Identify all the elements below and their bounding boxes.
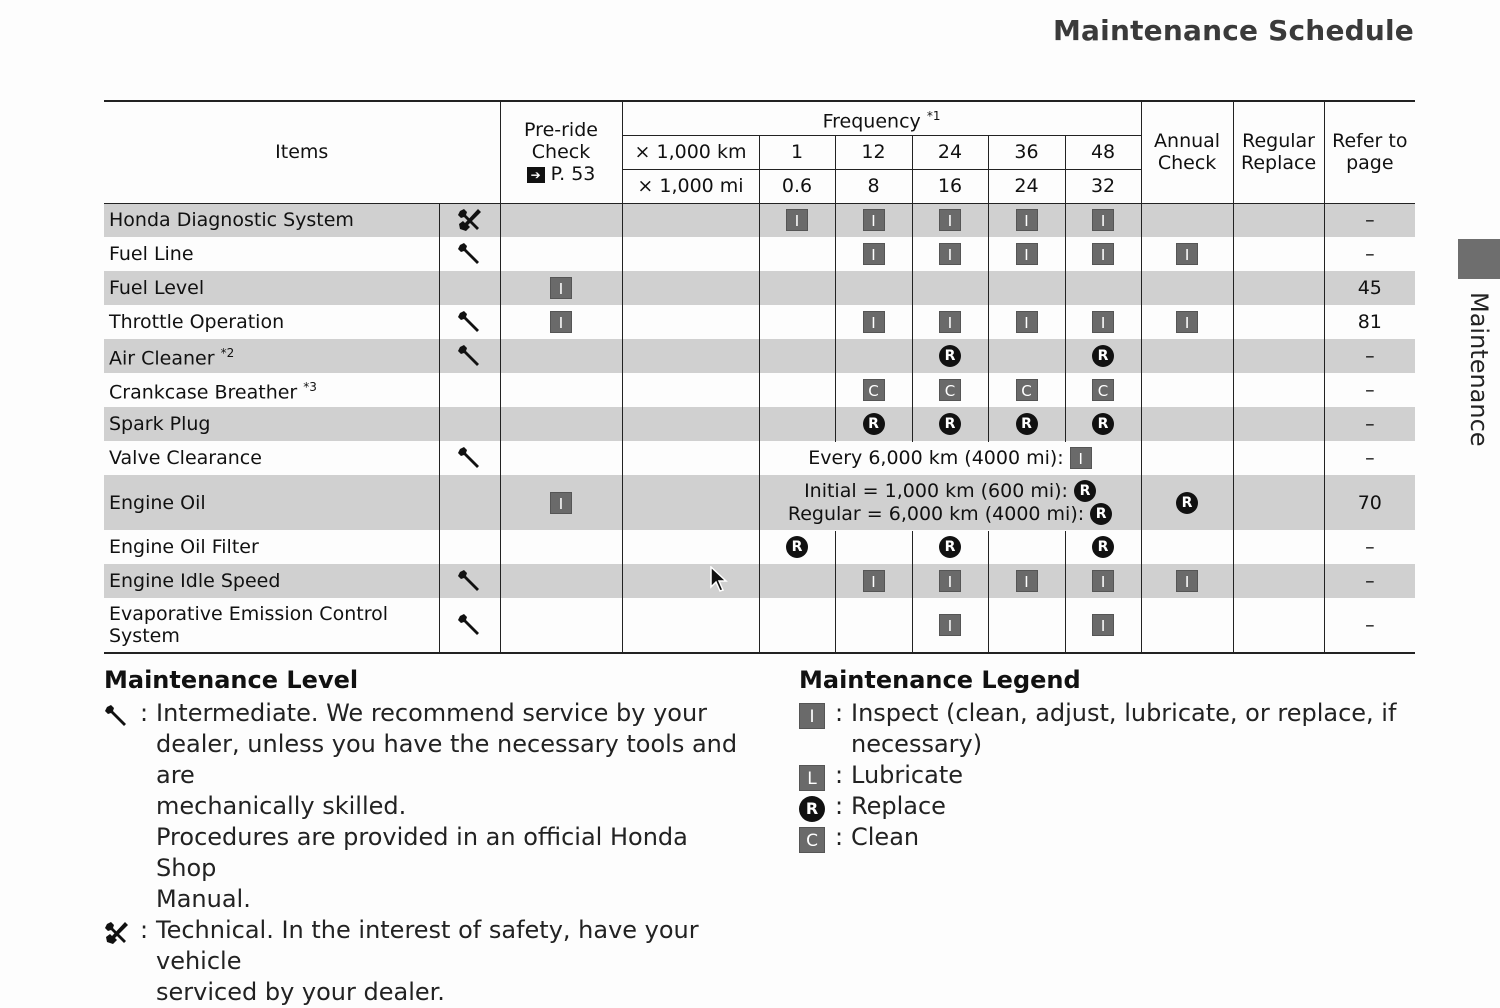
inspect-mark: I	[939, 311, 961, 333]
item-name: Spark Plug	[104, 407, 439, 441]
frequency-cell	[988, 237, 1065, 271]
frequency-cell	[759, 271, 835, 305]
frequency-cell	[1065, 530, 1141, 564]
items-header: Items	[104, 101, 500, 203]
unit-blank-cell	[622, 407, 759, 441]
section-label: Maintenance	[1465, 292, 1493, 447]
frequency-cell	[835, 339, 912, 373]
annual-check-cell	[1141, 598, 1233, 653]
regular-replace-cell	[1233, 339, 1324, 373]
preride-cell	[500, 237, 622, 271]
regular-replace-cell	[1233, 203, 1324, 237]
replace-mark: R	[939, 536, 961, 558]
page-title: Maintenance Schedule	[1052, 14, 1414, 47]
item-name: Fuel Level	[104, 271, 439, 305]
wrench-icon	[457, 311, 483, 333]
preride-cell	[500, 530, 622, 564]
inspect-mark: I	[550, 277, 572, 299]
replace-mark: R	[939, 413, 961, 435]
refer-page-cell[interactable]: –	[1324, 203, 1415, 237]
annual-check-cell	[1141, 271, 1233, 305]
mi-value: 24	[988, 169, 1065, 203]
mouse-pointer-icon	[710, 566, 730, 594]
refer-page-header: Refer to page	[1324, 101, 1415, 203]
replace-mark: R	[1092, 413, 1114, 435]
technical-level-entry: : Technical. In the interest of safety, have your vehicle serviced by your dealer.	[104, 915, 744, 1008]
frequency-cell	[988, 339, 1065, 373]
table-row	[104, 530, 1415, 564]
frequency-header: Frequency $^{*1}$	[622, 101, 1141, 135]
frequency-cell	[759, 339, 835, 373]
unit-blank-cell	[622, 305, 759, 339]
regular-replace-cell	[1233, 271, 1324, 305]
preride-cell	[500, 271, 622, 305]
regular-replace-cell	[1233, 475, 1324, 530]
table-row	[104, 203, 1415, 237]
frequency-cell	[1065, 407, 1141, 441]
refer-page-cell[interactable]: 81	[1324, 305, 1415, 339]
frequency-cell	[835, 305, 912, 339]
inspect-mark: I	[863, 311, 885, 333]
refer-page-cell[interactable]: –	[1324, 564, 1415, 598]
unit-blank-cell	[622, 598, 759, 653]
regular-replace-cell	[1233, 237, 1324, 271]
preride-cell	[500, 475, 622, 530]
annual-check-cell	[1141, 407, 1233, 441]
maintenance-level-cell	[439, 598, 500, 653]
mi-value: 32	[1065, 169, 1141, 203]
inspect-mark: I	[1092, 209, 1114, 231]
preride-cell	[500, 598, 622, 653]
clean-mark: C	[1092, 379, 1114, 401]
unit-blank-cell	[622, 237, 759, 271]
frequency-cell	[912, 373, 988, 407]
preride-cell	[500, 339, 622, 373]
inspect-mark: I	[1016, 243, 1038, 265]
inspect-mark: I	[1092, 570, 1114, 592]
km-value: 1	[759, 135, 835, 169]
replace-mark: R	[786, 536, 808, 558]
maintenance-schedule-table	[104, 100, 1415, 654]
frequency-cell	[912, 530, 988, 564]
intermediate-level-entry: : Intermediate. We recommend service by your dealer, unless you have the necessary tools and are mechanically skilled. Procedures are provided in an official Honda Shop Manual.	[104, 698, 744, 915]
km-value: 24	[912, 135, 988, 169]
preride-header: Pre-ride Check ➔ P. 53	[500, 101, 622, 203]
regular-replace-cell	[1233, 530, 1324, 564]
clean-mark: C	[863, 379, 885, 401]
mi-value: 16	[912, 169, 988, 203]
crossed-tools-icon	[104, 917, 130, 948]
maintenance-level-cell	[439, 305, 500, 339]
inspect-mark: I	[939, 209, 961, 231]
wrench-icon	[457, 243, 483, 265]
replace-mark: R	[1092, 536, 1114, 558]
maintenance-level-cell	[439, 373, 500, 407]
maintenance-level-cell	[439, 441, 500, 475]
annual-check-cell	[1141, 475, 1233, 530]
frequency-cell	[1065, 598, 1141, 653]
frequency-cell	[988, 530, 1065, 564]
regular-replace-cell	[1233, 564, 1324, 598]
annual-check-cell	[1141, 203, 1233, 237]
frequency-cell	[912, 598, 988, 653]
inspect-mark: I	[550, 311, 572, 333]
lubricate-icon: L	[799, 765, 825, 791]
replace-mark: R	[1090, 503, 1112, 525]
annual-check-cell	[1141, 530, 1233, 564]
inspect-mark: I	[550, 492, 572, 514]
legend-lubricate: L : Lubricate	[799, 760, 1399, 791]
frequency-cell	[835, 530, 912, 564]
table-row	[104, 441, 1415, 475]
frequency-cell	[759, 564, 835, 598]
frequency-cell	[835, 564, 912, 598]
maintenance-level-cell	[439, 339, 500, 373]
inspect-mark: I	[939, 614, 961, 636]
refer-page-cell[interactable]: –	[1324, 441, 1415, 475]
inspect-mark: I	[1092, 243, 1114, 265]
item-name: Valve Clearance	[104, 441, 439, 475]
regular-replace-cell	[1233, 373, 1324, 407]
frequency-cell	[759, 373, 835, 407]
item-name: Engine Oil Filter	[104, 530, 439, 564]
frequency-cell	[835, 407, 912, 441]
table-row	[104, 373, 1415, 407]
annual-check-cell	[1141, 564, 1233, 598]
frequency-cell	[912, 407, 988, 441]
refer-page-cell[interactable]: 45	[1324, 271, 1415, 305]
preride-cell	[500, 441, 622, 475]
unit-blank-cell	[622, 271, 759, 305]
frequency-cell	[912, 237, 988, 271]
inspect-mark: I	[1092, 614, 1114, 636]
km-value: 48	[1065, 135, 1141, 169]
frequency-cell	[912, 564, 988, 598]
inspect-mark: I	[939, 570, 961, 592]
item-name: Evaporative Emission Control System	[104, 598, 439, 653]
inspect-mark: I	[1092, 311, 1114, 333]
table-row	[104, 564, 1415, 598]
inspect-mark: I	[939, 243, 961, 265]
table-row	[104, 237, 1415, 271]
unit-blank-cell	[622, 475, 759, 530]
maintenance-level-section	[104, 666, 744, 1008]
frequency-cell	[759, 305, 835, 339]
frequency-cell	[835, 271, 912, 305]
mi-value: 0.6	[759, 169, 835, 203]
maintenance-legend-section	[799, 666, 1399, 853]
frequency-cell	[912, 305, 988, 339]
inspect-mark: I	[1176, 570, 1198, 592]
frequency-cell	[759, 407, 835, 441]
table-row	[104, 339, 1415, 373]
frequency-cell	[912, 203, 988, 237]
km-value: 36	[988, 135, 1065, 169]
clean-mark: C	[939, 379, 961, 401]
frequency-cell	[988, 305, 1065, 339]
frequency-cell	[988, 203, 1065, 237]
wrench-icon	[104, 700, 130, 731]
unit-blank-cell	[622, 203, 759, 237]
item-name: Crankcase Breather $^{*3}$	[104, 373, 439, 407]
replace-mark: R	[863, 413, 885, 435]
mi-unit-label: × 1,000 mi	[622, 169, 759, 203]
refer-page-cell[interactable]: –	[1324, 530, 1415, 564]
maintenance-level-cell	[439, 564, 500, 598]
preride-page-ref[interactable]: P. 53	[550, 163, 596, 186]
refer-page-cell[interactable]: –	[1324, 407, 1415, 441]
legend-replace: R : Replace	[799, 791, 1399, 822]
interval-note-cell: Every 6,000 km (4000 mi): I	[759, 441, 1141, 475]
frequency-cell	[835, 203, 912, 237]
frequency-cell	[1065, 203, 1141, 237]
section-tab-marker	[1458, 239, 1500, 279]
regular-replace-header: Regular Replace	[1233, 101, 1324, 203]
inspect-mark: I	[786, 209, 808, 231]
item-name: Engine Oil	[104, 475, 439, 530]
item-name: Throttle Operation	[104, 305, 439, 339]
wrench-icon	[457, 614, 483, 636]
inspect-mark: I	[1016, 570, 1038, 592]
annual-check-cell	[1141, 373, 1233, 407]
frequency-cell	[912, 271, 988, 305]
km-value: 12	[835, 135, 912, 169]
frequency-cell	[1065, 305, 1141, 339]
regular-replace-cell	[1233, 305, 1324, 339]
frequency-cell	[1065, 373, 1141, 407]
frequency-cell	[988, 271, 1065, 305]
item-name: Air Cleaner $^{*2}$	[104, 339, 439, 373]
legend-inspect: I : Inspect (clean, adjust, lubricate, or replace, if necessary)	[799, 698, 1399, 760]
annual-check-header: Annual Check	[1141, 101, 1233, 203]
replace-mark: R	[1092, 345, 1114, 367]
inspect-mark: I	[863, 209, 885, 231]
replace-mark: R	[1074, 480, 1096, 502]
refer-page-cell[interactable]: –	[1324, 373, 1415, 407]
inspect-mark: I	[1070, 447, 1092, 469]
wrench-icon	[457, 447, 483, 469]
preride-cell	[500, 407, 622, 441]
unit-blank-cell	[622, 530, 759, 564]
refer-page-cell[interactable]: –	[1324, 598, 1415, 653]
frequency-cell	[1065, 271, 1141, 305]
table-row	[104, 407, 1415, 441]
item-name: Fuel Line	[104, 237, 439, 271]
frequency-cell	[912, 339, 988, 373]
annual-check-cell	[1141, 237, 1233, 271]
table-row	[104, 598, 1415, 653]
regular-replace-cell	[1233, 407, 1324, 441]
annual-check-cell	[1141, 305, 1233, 339]
inspect-mark: I	[863, 243, 885, 265]
frequency-cell	[1065, 339, 1141, 373]
regular-replace-cell	[1233, 441, 1324, 475]
maintenance-level-cell	[439, 237, 500, 271]
unit-blank-cell	[622, 339, 759, 373]
frequency-cell	[988, 407, 1065, 441]
preride-cell	[500, 564, 622, 598]
item-name: Honda Diagnostic System	[104, 203, 439, 237]
inspect-mark: I	[1176, 311, 1198, 333]
frequency-cell	[759, 598, 835, 653]
frequency-cell	[759, 237, 835, 271]
refer-page-cell[interactable]: –	[1324, 339, 1415, 373]
replace-mark: R	[939, 345, 961, 367]
inspect-icon: I	[799, 703, 825, 729]
maintenance-level-cell	[439, 203, 500, 237]
frequency-cell	[759, 530, 835, 564]
wrench-icon	[457, 345, 483, 367]
frequency-cell	[988, 598, 1065, 653]
preride-cell	[500, 373, 622, 407]
inspect-mark: I	[863, 570, 885, 592]
annual-check-cell	[1141, 339, 1233, 373]
frequency-cell	[1065, 237, 1141, 271]
replace-icon: R	[799, 796, 825, 822]
maintenance-level-title: Maintenance Level	[104, 666, 359, 694]
frequency-cell	[988, 564, 1065, 598]
frequency-cell	[835, 598, 912, 653]
preride-cell	[500, 203, 622, 237]
crossed-tools-icon	[457, 209, 483, 231]
inspect-mark: I	[1176, 243, 1198, 265]
unit-blank-cell	[622, 373, 759, 407]
clean-icon: C	[799, 827, 825, 853]
maintenance-level-cell	[439, 271, 500, 305]
inspect-mark: I	[1016, 311, 1038, 333]
table-row	[104, 475, 1415, 530]
page-ref-arrow-icon: ➔	[527, 167, 545, 183]
maintenance-level-cell	[439, 475, 500, 530]
table-row	[104, 305, 1415, 339]
annual-check-cell	[1141, 441, 1233, 475]
mi-value: 8	[835, 169, 912, 203]
frequency-cell	[1065, 564, 1141, 598]
unit-blank-cell	[622, 441, 759, 475]
frequency-cell	[835, 237, 912, 271]
maintenance-level-cell	[439, 530, 500, 564]
table-row	[104, 271, 1415, 305]
interval-note-cell: Initial = 1,000 km (600 mi): R Regular = 6,000 km (4000 mi): R	[759, 475, 1141, 530]
wrench-icon	[457, 570, 483, 592]
refer-page-cell[interactable]: –	[1324, 237, 1415, 271]
frequency-cell	[835, 373, 912, 407]
unit-blank-cell	[622, 564, 759, 598]
replace-mark: R	[1016, 413, 1038, 435]
refer-page-cell[interactable]: 70	[1324, 475, 1415, 530]
regular-replace-cell	[1233, 598, 1324, 653]
preride-cell	[500, 305, 622, 339]
legend-clean: C : Clean	[799, 822, 1399, 853]
frequency-cell	[759, 203, 835, 237]
inspect-mark: I	[1016, 209, 1038, 231]
replace-mark: R	[1176, 492, 1198, 514]
maintenance-level-cell	[439, 407, 500, 441]
frequency-cell	[988, 373, 1065, 407]
item-name: Engine Idle Speed	[104, 564, 439, 598]
maintenance-legend-title: Maintenance Legend	[799, 666, 1081, 694]
clean-mark: C	[1016, 379, 1038, 401]
km-unit-label: × 1,000 km	[622, 135, 759, 169]
